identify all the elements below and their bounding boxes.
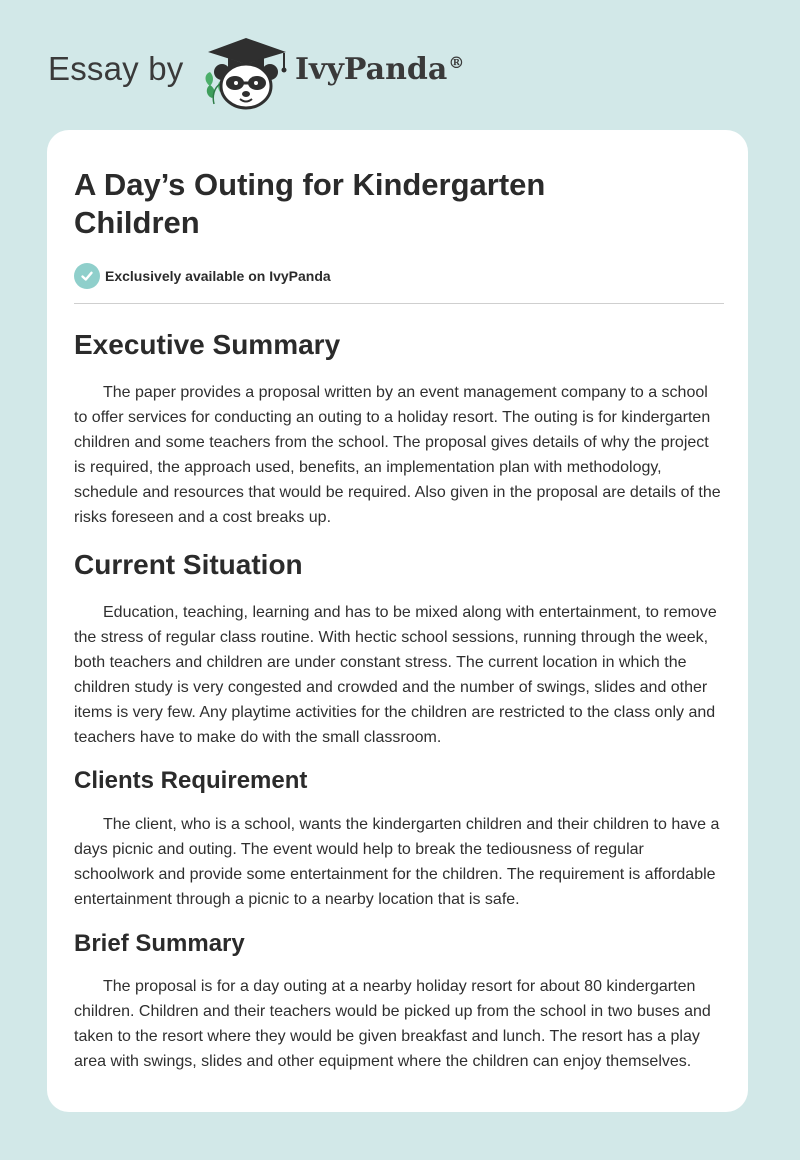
- section-body-clients-requirement: The client, who is a school, wants the kindergarten children and their children to have a days picnic and outing. The event would help to break the tediousness of regular schoolwork and provide some entertainment for the children. The requirement is affordable entertainment through a picnic to a nearby location that is safe.: [74, 816, 720, 908]
- title-divider: [74, 303, 724, 304]
- brand-text: IvyPanda: [295, 52, 448, 87]
- registered-mark: ®: [448, 53, 465, 72]
- essay-title: A Day’s Outing for Kindergarten Children: [74, 167, 546, 240]
- check-icon: [74, 263, 100, 289]
- site-header: [0, 0, 800, 130]
- section-body-current-situation: Education, teaching, learning and has to be mixed along with entertainment, to remove the stress of regular class routine. With hectic school sessions, running through the week, both teachers and children are under constant stress. The current location in which the children study is very congested and crowded and the number of swings, slides and other items is very few. Any playtime activities for the children are restricted to the class only and teachers have to make do with the small classroom.: [74, 604, 717, 746]
- exclusive-label: Exclusively available on IvyPanda: [105, 268, 331, 284]
- section-heading-executive-summary: Executive Summary: [74, 329, 341, 360]
- section-heading-current-situation: Current Situation: [74, 549, 303, 580]
- essay-content: [74, 325, 724, 1074]
- essay-by-label: Essay by: [48, 50, 184, 87]
- section-heading-clients-requirement: Clients Requirement: [74, 767, 308, 794]
- exclusive-badge: [74, 263, 331, 289]
- section-heading-brief-summary: Brief Summary: [74, 930, 245, 957]
- essay-card: [47, 130, 748, 1112]
- brand-name[interactable]: [295, 52, 464, 87]
- section-body-executive-summary: The paper provides a proposal written by an event management company to a school to offer services for conducting an outing to a holiday resort. The outing is for kindergarten children and some teachers from the school. The proposal gives details of why the project is required, the approach used, benefits, an implementation plan with methodology, schedule and resources that would be required. Also given in the proposal are details of the risks foreseen and a cost breaks up.: [74, 384, 721, 526]
- section-body-brief-summary: The proposal is for a day outing at a nearby holiday resort for about 80 kindergarten children. Children and their teachers would be picked up from the school in two buses and taken to the resort where they would be given breakfast and lunch. The resort has a play area with swings, slides and other equipment where the children can enjoy themselves.: [74, 978, 711, 1070]
- panda-logo-icon[interactable]: [200, 34, 292, 110]
